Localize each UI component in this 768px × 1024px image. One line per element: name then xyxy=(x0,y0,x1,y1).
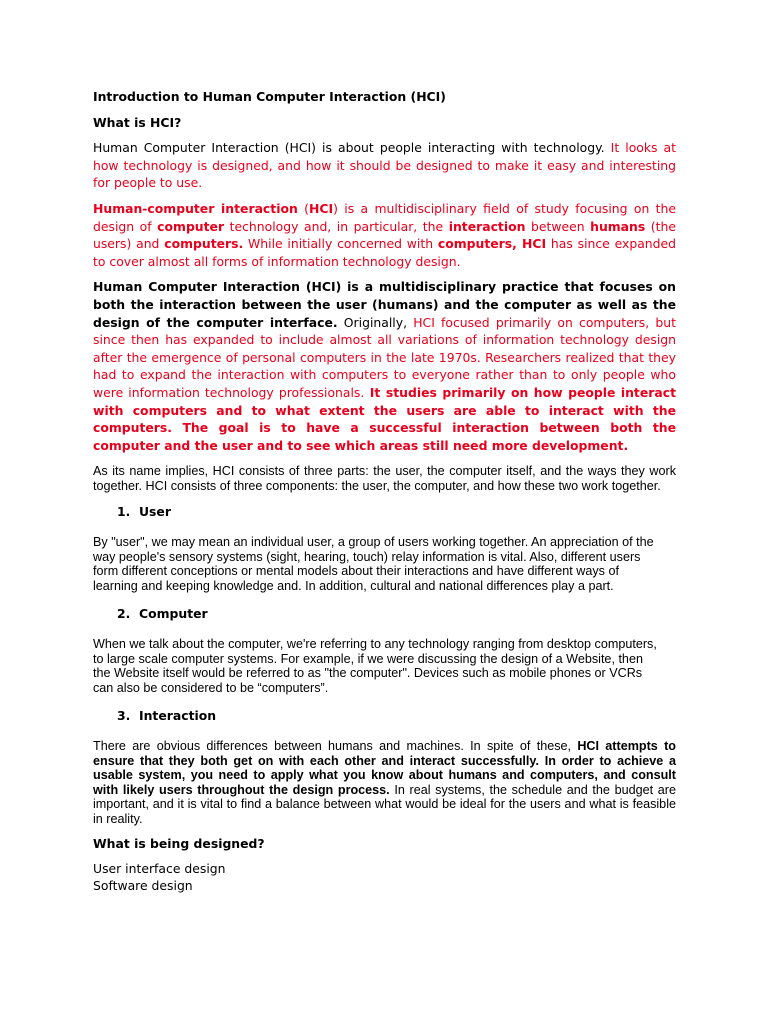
text-fragment: has since expanded to cover almost all forms of information technology design. xyxy=(93,236,676,269)
list-heading-text: User xyxy=(139,504,171,520)
text-fragment: (the users) and xyxy=(93,218,676,252)
paragraph-intro-text: Human Computer Interaction (HCI) is about people interacting with technology. xyxy=(93,140,605,156)
text-line: When we talk about the computer, we're referring to any technology ranging from desktop computers, xyxy=(93,637,657,652)
text-line: By "user", we may mean an individual user, a group of users working together. An appreciation of the xyxy=(93,535,654,550)
text-fragment: technology and, in particular, the xyxy=(224,218,449,234)
document-content xyxy=(93,88,676,894)
text-fragment: While initially concerned with xyxy=(243,236,438,252)
list-heading-computer xyxy=(117,605,676,623)
list-number: 3. xyxy=(117,708,131,724)
text-line: to large scale computer systems. For example, if we were discussing the design of a Website, then xyxy=(93,651,643,666)
interaction-emphasis: HCI attempts to ensure that they both get on with each other and interact successfully. In order to achieve a usable system, you need to apply what you know about humans and computers, and consult with likely users throughout the design process. xyxy=(93,739,676,797)
term-hci-full: Human-computer interaction xyxy=(93,200,298,216)
text-line: can also be considered to be “computers”. xyxy=(93,680,329,695)
text-line: form different conceptions or mental models about their interactions and have different ways of xyxy=(93,564,619,579)
list-number: 2. xyxy=(117,606,131,622)
practice-goal: It studies primarily on how people interact with computers and to what extent the users are able to interact with the computers. The goal is to have a successful interaction between both the computer and the user and to see which areas still need more development. xyxy=(93,384,677,453)
list-item: User interface design xyxy=(93,861,226,877)
paragraph-intro-highlight: It looks at how technology is designed, and how it should be designed to make it easy and interesting for people to use. xyxy=(93,140,677,191)
list-heading-text: Computer xyxy=(139,606,208,622)
paragraph-intro xyxy=(93,139,676,192)
text-fragment: There are obvious differences between humans and machines. In spite of these, xyxy=(93,739,578,753)
paragraph-three-parts: As its name implies, HCI consists of three parts: the user, the computer itself, and the ways they work together. HCI consists of three components: the user, the computer, and how these two work together. xyxy=(93,464,676,493)
paragraph-definition xyxy=(93,200,676,270)
text-fragment: In real systems, the schedule and the budget are important, and it is vital to find a balance between what would be ideal for the users and what is feasible in reality. xyxy=(93,782,676,826)
text-fragment: ) is a multidisciplinary field of study focusing on the design of xyxy=(93,200,676,234)
document-title: Introduction to Human Computer Interaction (HCI) xyxy=(93,89,446,104)
designed-list xyxy=(93,860,676,894)
paragraph-computer xyxy=(93,637,676,695)
term-humans: humans xyxy=(590,218,646,234)
term-computer: computer xyxy=(157,218,225,234)
term-computers-hci: computers, HCI xyxy=(437,236,547,252)
paragraph-interaction xyxy=(93,739,676,827)
list-heading-interaction xyxy=(117,707,676,725)
list-item: Software design xyxy=(93,878,193,894)
list-number: 1. xyxy=(117,504,131,520)
list-heading-text: Interaction xyxy=(139,708,217,724)
term-computers: computers. xyxy=(164,236,244,252)
text-fragment: ( xyxy=(297,200,309,216)
term-interaction: interaction xyxy=(448,218,526,234)
practice-history: HCI focused primarily on computers, but since then has expanded to include almost all variations of information technology design after the emergence of personal computers in the late 1970s. Researchers realized that they had to expand the interaction with computers to everyone rather than to only people who were information technology professionals. xyxy=(93,314,676,400)
paragraph-user xyxy=(93,535,676,593)
practice-definition: Human Computer Interaction (HCI) is a multidisciplinary practice that focuses on both the interaction between the user (humans) and the computer as well as the design of the computer interface. xyxy=(93,279,676,330)
term-hci: HCI xyxy=(308,200,334,216)
heading-what-is-hci: What is HCI? xyxy=(93,114,182,130)
text-line: learning and keeping knowledge and. In addition, cultural and national differences play a part. xyxy=(93,578,614,593)
text-fragment: between xyxy=(525,218,591,234)
paragraph-practice xyxy=(93,278,676,454)
text-line: the Website itself would be referred to as "the computer". Devices such as mobile phones or VCRs xyxy=(93,666,643,681)
list-heading-user xyxy=(117,503,676,521)
text-line: way people's sensory systems (sight, hearing, touch) relay information is vital. Also, different users xyxy=(93,549,641,564)
heading-what-is-designed: What is being designed? xyxy=(93,835,265,851)
text-fragment: Originally, xyxy=(337,314,414,330)
